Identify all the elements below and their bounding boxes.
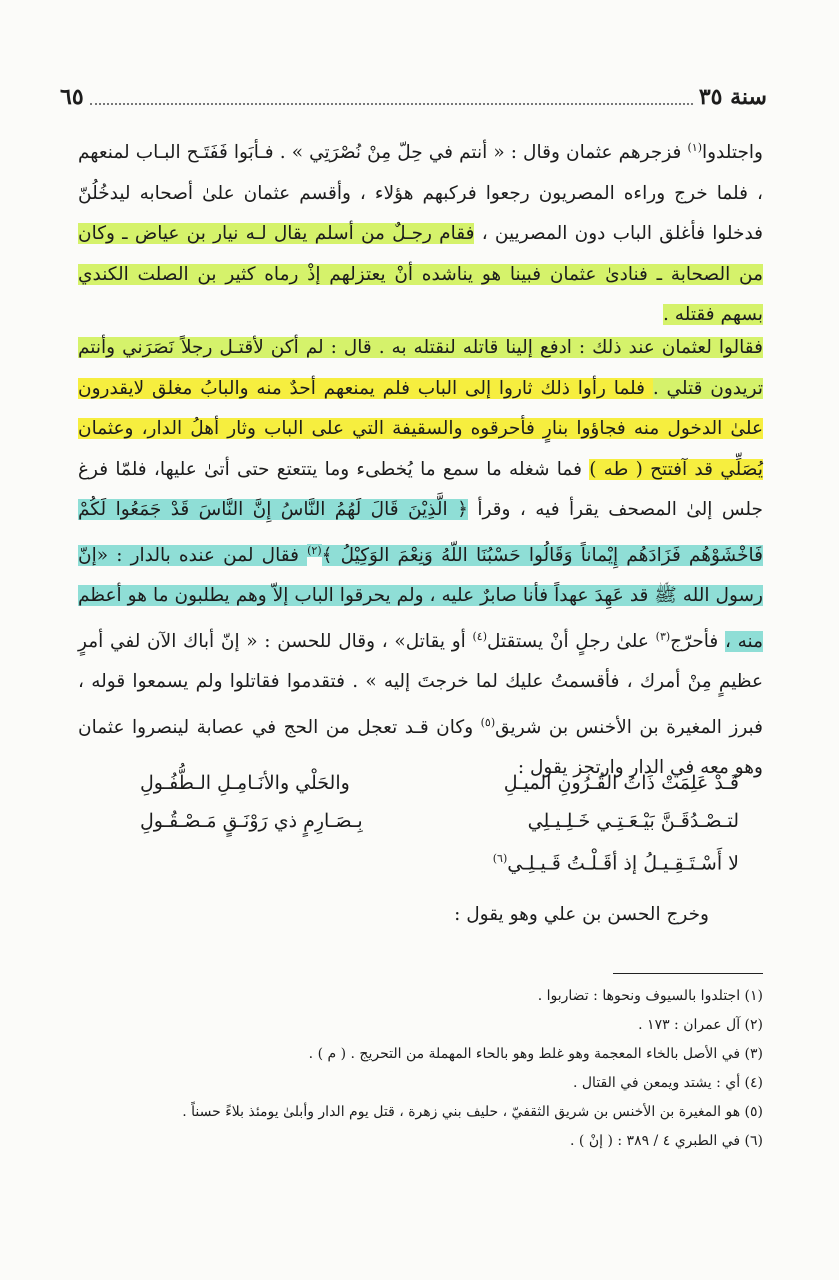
footnote-6: (٦) في الطبري ٤ / ٣٨٩ : ( إنْ ) . — [570, 1133, 763, 1149]
footnote-2: (٢) آل عمران : ١٧٣ . — [638, 1017, 763, 1033]
highlight-green: فقام رجـلٌ من أسلم يقال لـه نيار بن عياض ـ وكان من الصحابة ـ فنادىٰ عثمان فبينا هو يناشده أنْ يعتزلهم إذْ رماه كثير بن الصلت الكندي بسهم فقتله . — [78, 223, 763, 326]
footnote-ref-5: (٥) — [480, 715, 496, 729]
verse-hemistich — [493, 840, 739, 882]
verse-hemistich: والحَلْي والأنَـامِـلِ الـطُّفُـولِ — [140, 772, 350, 794]
verse-hemistich: قَـدْ عَلِمَتْ ذَاتُ القُـرُونِ الميـلِ — [503, 772, 739, 794]
verse-line-2 — [140, 802, 739, 840]
highlight-yellow: فلما رأوا ذلك ثاروا إلى الباب فلم يمنعهم أحدٌ منه والبابُ مغلق لايقدرون علىٰ الدخول منه فجاؤوا بنارٍ فأحرقوه والسقيفة التي على الباب وثار أهلُ الدار، وعثمان يُصَلِّي قد آفتتح ( طه ) — [78, 377, 763, 480]
paragraph-2-text: أو يقاتل» ، وقال للحسن : « إنّ أباك الآن لفي أمرٍ عظيمٍ مِنْ أمرك ، فأقسمتُ عليك لما خرجتَ إليه » . فتقدموا فقاتلوا ولم يسمعوا قوله ، فبرز المغيرة بن الأخنس بن شريق — [78, 630, 763, 738]
footnote-3: (٣) في الأصل بالخاء المعجمة وهو غلط وهو بالحاء المهملة من التحريج . ( م ) . — [308, 1046, 763, 1062]
footnote-1: (١) اجتلدوا بالسيوف ونحوها : تضاربوا . — [537, 988, 763, 1004]
paragraph-2-text: فما شغله ما سمع ما يُخطىء وما يتتعتع حتى أتىٰ عليها، فلمّا فرغ جلس إلىٰ المصحف يقرأ فيه ، وقرأ — [78, 458, 763, 520]
paragraph-2-text: فأحرّج — [670, 630, 725, 652]
paragraph-1-text: فزجرهم عثمان وقال : « أنتم في حِلّ مِنْ نُصْرَتِي » . فـأبَوا فَفَتَـح البـاب لمنعهم ، فلما خرج وراءه المصريون رجعوا فركبهم هؤلاء ، وأقسم عثمان علىٰ أصحابه ليدخُلُنّ فدخلوا فأغلق الباب دون المصريين ، — [78, 142, 764, 245]
footnote-ref-2: (٢) — [307, 543, 322, 557]
footnote-separator — [613, 973, 763, 974]
highlight-green: فقالوا لعثمان عند ذلك : ادفع إلينا قاتله لنقتله به . قال : لم أكن لأقتـل رجلاً نَصَرَني وأنتم تريدون قتلي . — [78, 337, 763, 399]
closing-line: وخرج الحسن بن علي وهو يقول : — [454, 904, 709, 925]
footnote-4: (٤) أي : يشتد ويمعن في القتال . — [572, 1075, 763, 1091]
verse-line-3 — [140, 840, 739, 882]
verse-text: لا أَسْـتَـقِـيـلُ إذ أقَـلْـتُ قَـيـلِـي — [507, 852, 739, 875]
verse-hemistich: لتـصْـدُقَـنَّ بَيْـعَـتِـي خَـلِـيـلِي — [527, 810, 739, 832]
paragraph-1 — [78, 128, 763, 336]
paragraph-2-text: علىٰ رجلٍ أنْ يستقتل — [487, 630, 656, 652]
footnote-5: (٥) هو المغيرة بن الأخنس بن شريق الثقفيّ ، حليف بني زهرة ، قتل يوم الدار وأبلىٰ يومئذ بلاءً حسناً . — [182, 1104, 763, 1120]
footnotes — [120, 982, 763, 1156]
running-header — [60, 80, 767, 114]
highlight-teal: فقال لمن عنده بالدار : «إنّ رسول الله ﷺ قد عَهِدَ عهداً فأنا صابرٌ عليه ، ولم يحرقوا الباب إلاّ وهم يطلبون ما هو أعظم منه ، — [78, 544, 764, 652]
header-dotted-leader — [90, 89, 693, 105]
header-year: سنة ٣٥ — [698, 84, 767, 110]
paragraph-1-text: واجتلدوا — [701, 142, 763, 164]
verse-hemistich: بِـصَـارِمٍ ذي رَوْنَـقٍ مَـصْـقُـولِ — [140, 810, 363, 832]
footnote-ref-1: (١) — [687, 141, 702, 154]
highlight-teal-quran-verse: ﴿ الَّذِيْنَ قَالَ لَهُمُ النَّاسُ إِنَّ النَّاسَ قَدْ جَمَعُوا لَكُمْ فَاخْشَوْهُم فَزَادَهُم إِيْماناً وَقَالُوا حَسْبُنَا اللّهُ وَنِعْمَ الوَكِيْلُ ﴾ — [78, 499, 763, 566]
paragraph-2 — [78, 328, 763, 789]
paragraph-2-text: وكان قـد تعجل من الحج في عصابة لينصروا عثمان وهو معه في الدار وارتجز يقول : — [78, 716, 763, 779]
footnote-ref-4: (٤) — [472, 629, 488, 643]
footnote-ref-3: (٣) — [655, 629, 671, 643]
page-number: ٦٥ — [60, 84, 84, 110]
verse-line-1 — [140, 764, 739, 802]
footnote-ref-6: (٦) — [492, 852, 508, 865]
